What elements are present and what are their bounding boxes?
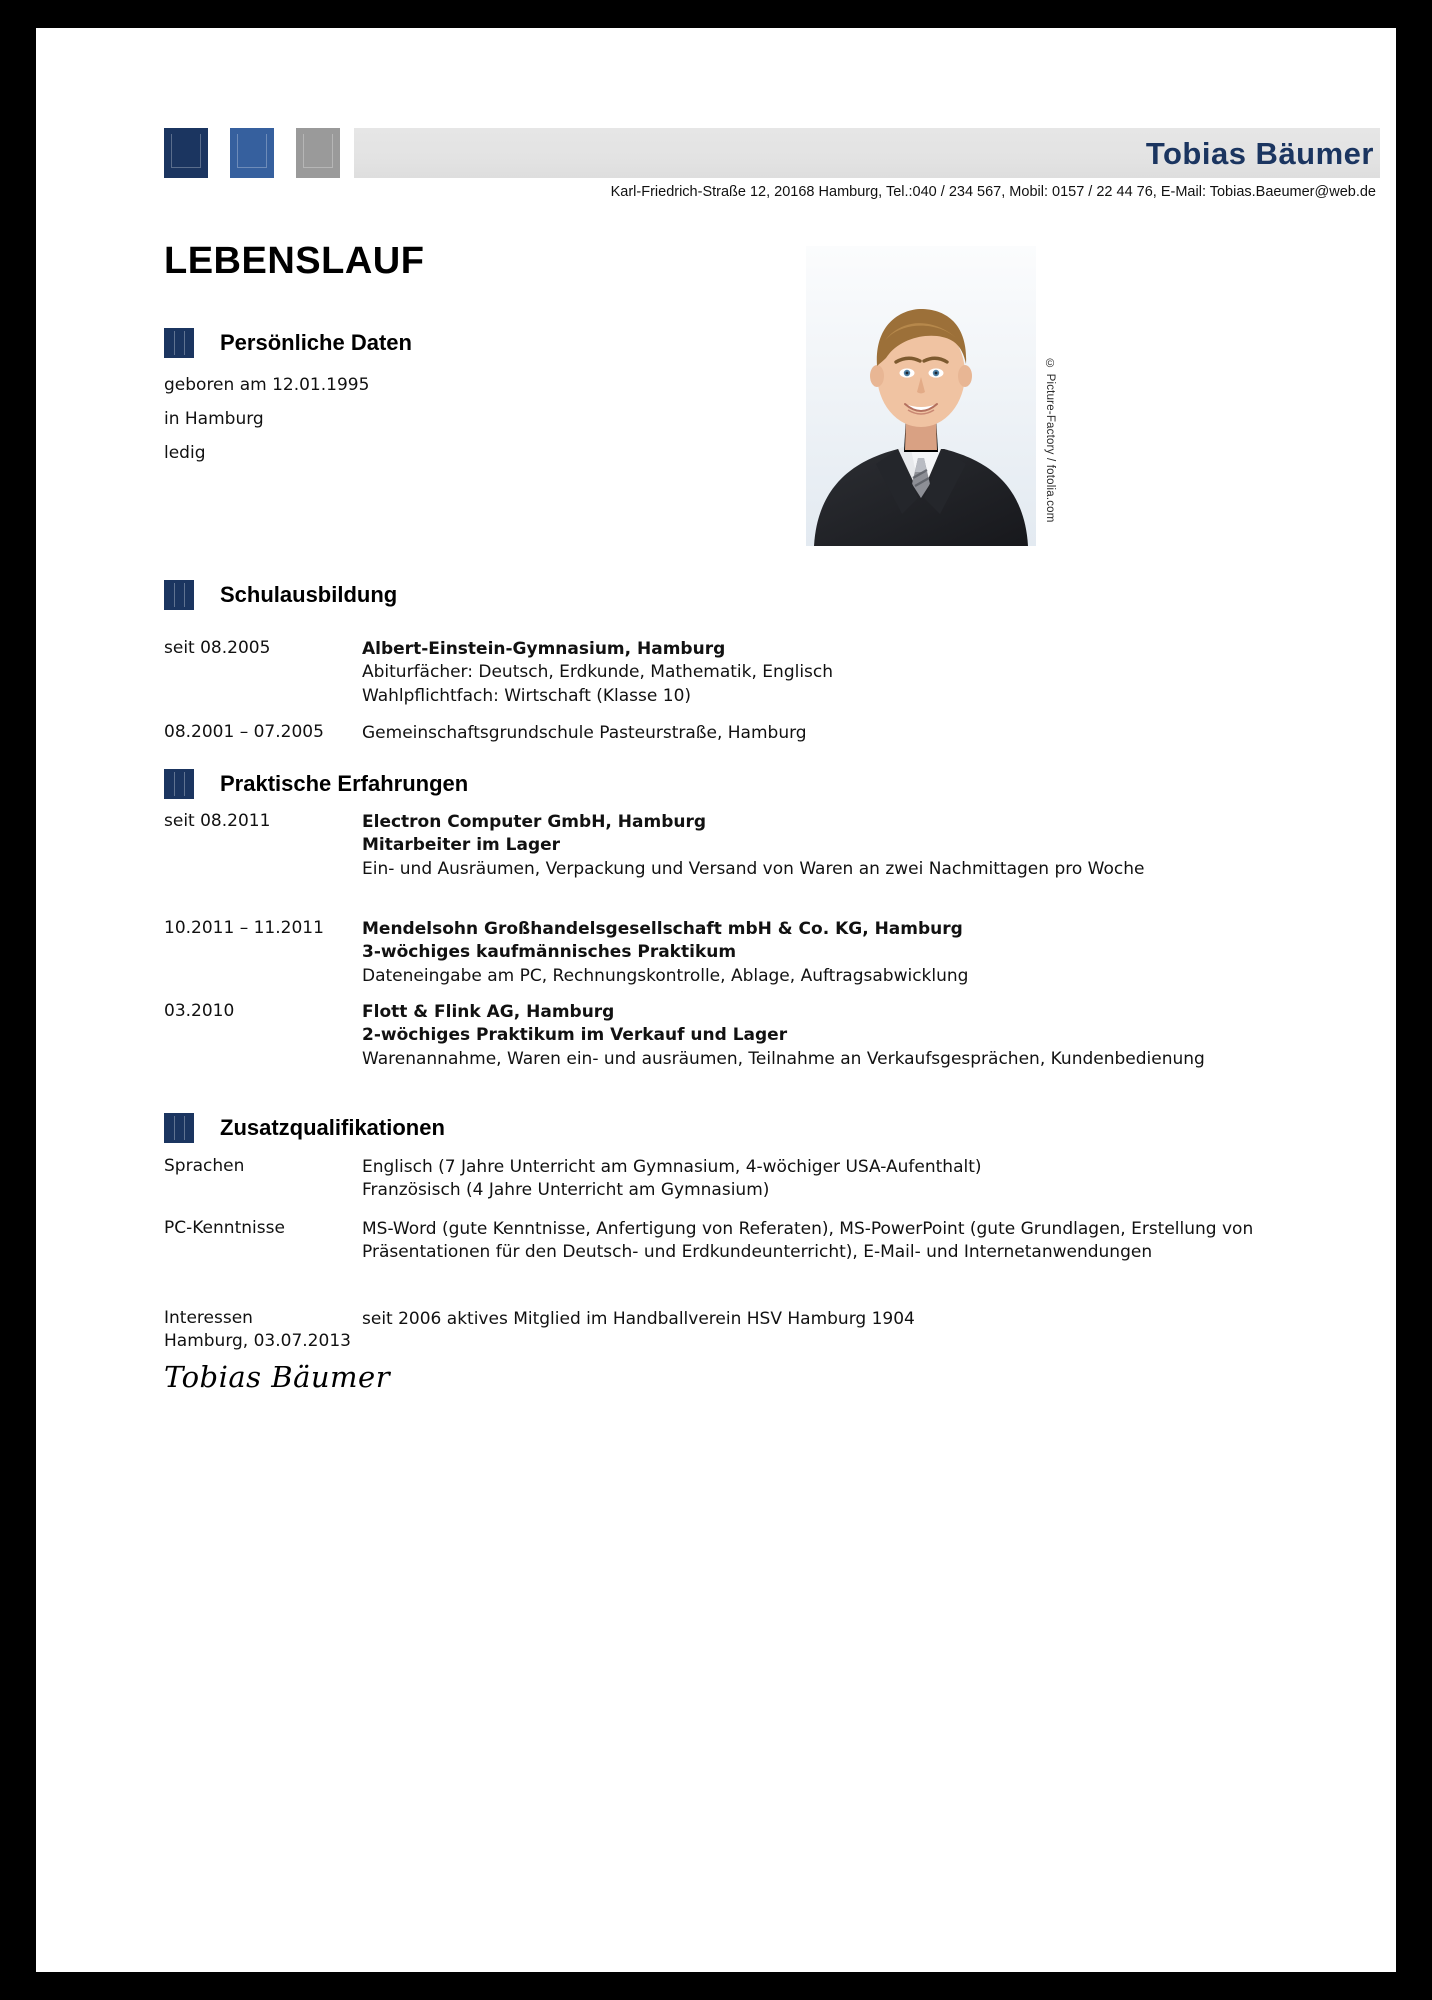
logo-square-blue-icon <box>230 128 274 178</box>
section-heading-personal <box>164 328 412 358</box>
applicant-name: Tobias Bäumer <box>1145 135 1374 171</box>
entry-body <box>362 1308 1336 1331</box>
section-heading-school <box>164 580 397 610</box>
page-title: LEBENSLAUF <box>164 240 425 282</box>
entry-date: 08.2001 – 07.2005 <box>164 722 324 742</box>
section-title-extras: Zusatzqualifikationen <box>220 1115 445 1140</box>
personal-line-born: geboren am 12.01.1995 <box>164 375 370 395</box>
entry-detail: Dateneingabe am PC, Rechnungskontrolle, Ablage, Auftragsabwicklung <box>362 965 969 986</box>
entry-body <box>362 1156 1336 1203</box>
entry-subtitle: 3-wöchiges kaufmännisches Praktikum <box>362 942 737 963</box>
entry-body <box>362 918 1336 988</box>
logo-square-grey-icon <box>296 128 340 178</box>
entry-detail: MS-Word (gute Kenntnisse, Anfertigung von Referaten), MS-PowerPoint (gute Grundlagen, Erstellung von Präsentationen für den Deutsch- und Erdkundeunterricht), E-Mail- und Internetanwendungen <box>362 1219 1254 1263</box>
section-bars-icon <box>164 328 194 358</box>
section-title-personal: Persönliche Daten <box>220 330 412 355</box>
section-bars-icon <box>164 769 194 799</box>
section-title-school: Schulausbildung <box>220 582 398 607</box>
name-banner <box>354 128 1380 178</box>
entry-title: Electron Computer GmbH, Hamburg <box>362 812 707 832</box>
entry-detail: Abiturfächer: Deutsch, Erdkunde, Mathematik, Englisch <box>362 662 834 683</box>
portrait-photo-graphic <box>806 246 1036 546</box>
entry-detail: Ein- und Ausräumen, Verpackung und Versand von Waren an zwei Nachmittagen pro Woche <box>362 858 1145 879</box>
entry-label: Sprachen <box>164 1156 245 1176</box>
section-heading-extras <box>164 1113 445 1143</box>
entry-detail: Englisch (7 Jahre Unterricht am Gymnasium, 4-wöchiger USA-Aufenthalt) <box>362 1157 982 1177</box>
entry-date: seit 08.2005 <box>164 638 271 658</box>
portrait-photo <box>806 246 1036 546</box>
entry-date: 03.2010 <box>164 1001 235 1021</box>
personal-line-status: ledig <box>164 443 206 463</box>
section-bars-icon <box>164 580 194 610</box>
entry-detail: seit 2006 aktives Mitglied im Handballverein HSV Hamburg 1904 <box>362 1309 915 1329</box>
signature: Tobias Bäumer <box>164 1360 391 1394</box>
section-title-experience: Praktische Erfahrungen <box>220 771 469 796</box>
entry-detail: Wahlpflichtfach: Wirtschaft (Klasse 10) <box>362 685 692 706</box>
entry-detail: Gemeinschaftsgrundschule Pasteurstraße, Hamburg <box>362 723 807 743</box>
entry-title: Flott & Flink AG, Hamburg <box>362 1002 615 1022</box>
section-bars-icon <box>164 1113 194 1143</box>
entry-detail: Französisch (4 Jahre Unterricht am Gymnasium) <box>362 1180 770 1201</box>
entry-body <box>362 722 1336 745</box>
place-and-date: Hamburg, 03.07.2013 <box>164 1331 351 1351</box>
cv-header <box>36 100 1396 210</box>
entry-date: 10.2011 – 11.2011 <box>164 918 324 938</box>
logo-blocks <box>164 128 340 178</box>
entry-subtitle: Mitarbeiter im Lager <box>362 835 561 856</box>
photo-credit: © Picture-Factory / fotolia.com <box>1044 358 1056 523</box>
personal-line-city: in Hamburg <box>164 409 264 429</box>
entry-detail: Warenannahme, Waren ein- und ausräumen, Teilnahme an Verkaufsgesprächen, Kundenbedienung <box>362 1048 1205 1069</box>
entry-title: Mendelsohn Großhandelsgesellschaft mbH & Co. KG, Hamburg <box>362 919 963 939</box>
cv-page <box>36 28 1396 1972</box>
entry-title: Albert-Einstein-Gymnasium, Hamburg <box>362 639 726 659</box>
entry-date: seit 08.2011 <box>164 811 271 831</box>
entry-label: Interessen <box>164 1308 253 1328</box>
logo-square-dark-blue-icon <box>164 128 208 178</box>
section-heading-experience <box>164 769 468 799</box>
entry-subtitle: 2-wöchiges Praktikum im Verkauf und Lager <box>362 1025 788 1046</box>
contact-details: Karl-Friedrich-Straße 12, 20168 Hamburg, Tel.:040 / 234 567, Mobil: 0157 / 22 44 76, E-Mail: Tobias.Baeumer@web.de <box>610 184 1376 200</box>
entry-label: PC-Kenntnisse <box>164 1218 285 1238</box>
entry-body <box>362 1218 1336 1265</box>
entry-body <box>362 1001 1336 1071</box>
entry-body <box>362 638 1336 708</box>
entry-body <box>362 811 1336 881</box>
